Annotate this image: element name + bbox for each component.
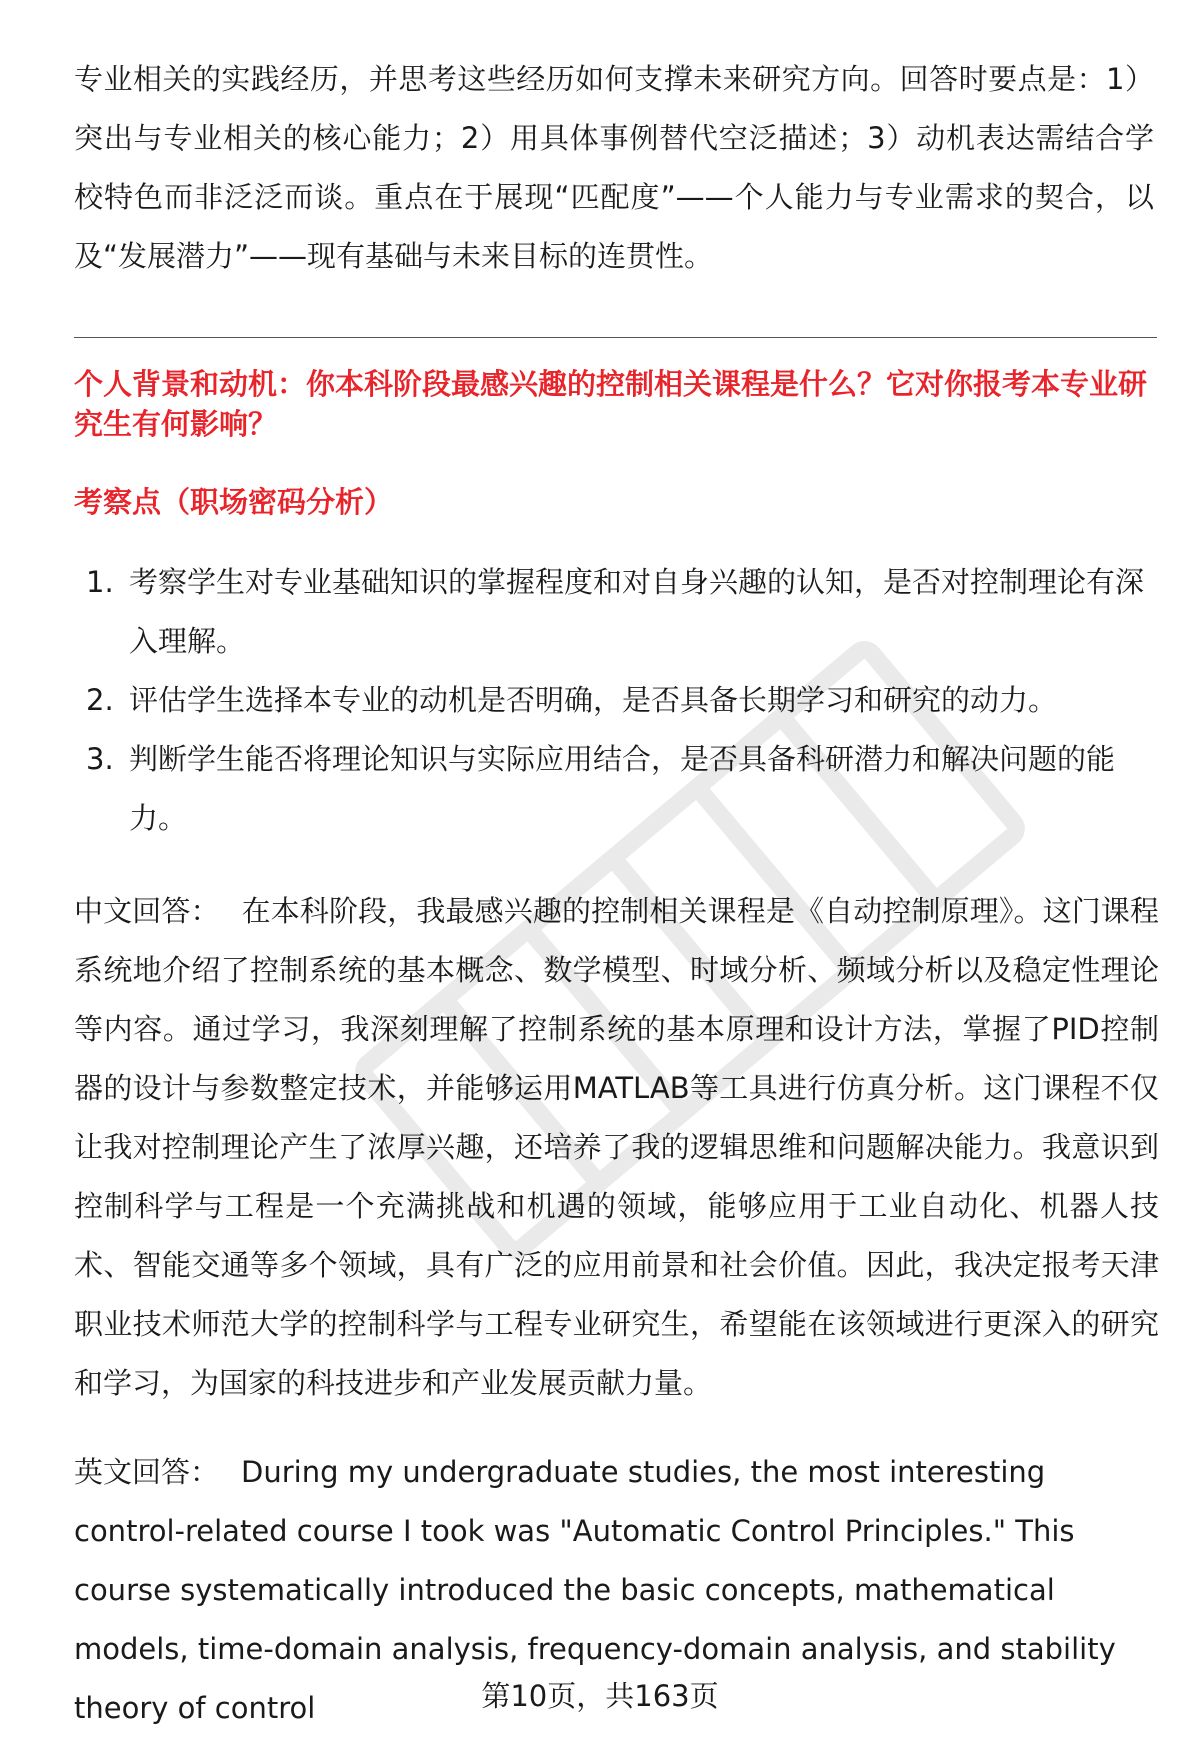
assessment-heading: 考察点（职场密码分析） bbox=[74, 485, 394, 519]
english-answer-label: 英文回答： bbox=[74, 1455, 220, 1489]
list-item-number: 2. bbox=[86, 683, 114, 717]
list-item bbox=[74, 730, 1154, 848]
list-item bbox=[74, 553, 1154, 671]
assessment-list bbox=[74, 553, 1154, 848]
page-number: 第10页，共163页 bbox=[481, 1679, 719, 1713]
chinese-answer-text: 在本科阶段，我最感兴趣的控制相关课程是《自动控制原理》。这门课程系统地介绍了控制系统的基本概念、数学模型、时域分析、频域分析以及稳定性理论等内容。通过学习，我深刻理解了控制系统的基本原理和设计方法，掌握了PID控制器的设计与参数整定技术，并能够运用MATLAB等工具进行仿真分析。这门课程不仅让我对控制理论产生了浓厚兴趣，还培养了我的逻辑思维和问题解决能力。我意识到控制科学与工程是一个充满挑战和机遇的领域，能够应用于工业自动化、机器人技术、智能交通等多个领域，具有广泛的应用前景和社会价值。因此，我决定报考天津职业技术师范大学的控制科学与工程专业研究生，希望能在该领域进行更深入的研究和学习，为国家的科技进步和产业发展贡献力量。 bbox=[74, 894, 1159, 1400]
english-answer-text: During my undergraduate studies, the most interesting control-related course I took was "Automatic Control Principles." This course systematically introduced the basic concepts, mathematical models, time-domain analysis, frequency-domain analysis, and stability theory of control bbox=[74, 1455, 1116, 1725]
intro-paragraph: 专业相关的实践经历，并思考这些经历如何支撑未来研究方向。回答时要点是：1）突出与专业相关的核心能力；2）用具体事例替代空泛描述；3）动机表达需结合学校特色而非泛泛而谈。重点在于展现“匹配度”——个人能力与专业需求的契合，以及“发展潜力”——现有基础与未来目标的连贯性。 bbox=[74, 62, 1154, 273]
chinese-answer bbox=[74, 882, 1159, 1413]
section-divider bbox=[74, 337, 1157, 338]
list-item-number: 3. bbox=[86, 742, 114, 776]
list-item bbox=[74, 671, 1154, 730]
list-item-text: 判断学生能否将理论知识与实际应用结合，是否具备科研潜力和解决问题的能力。 bbox=[129, 742, 1116, 835]
list-item-text: 评估学生选择本专业的动机是否明确，是否具备长期学习和研究的动力。 bbox=[129, 683, 1058, 717]
chinese-answer-label: 中文回答： bbox=[74, 894, 220, 928]
list-item-number: 1. bbox=[86, 565, 114, 599]
question-heading: 个人背景和动机：你本科阶段最感兴趣的控制相关课程是什么？它对你报考本专业研究生有何影响？ bbox=[74, 367, 1148, 441]
list-item-text: 考察学生对专业基础知识的掌握程度和对自身兴趣的认知，是否对控制理论有深入理解。 bbox=[129, 565, 1145, 658]
